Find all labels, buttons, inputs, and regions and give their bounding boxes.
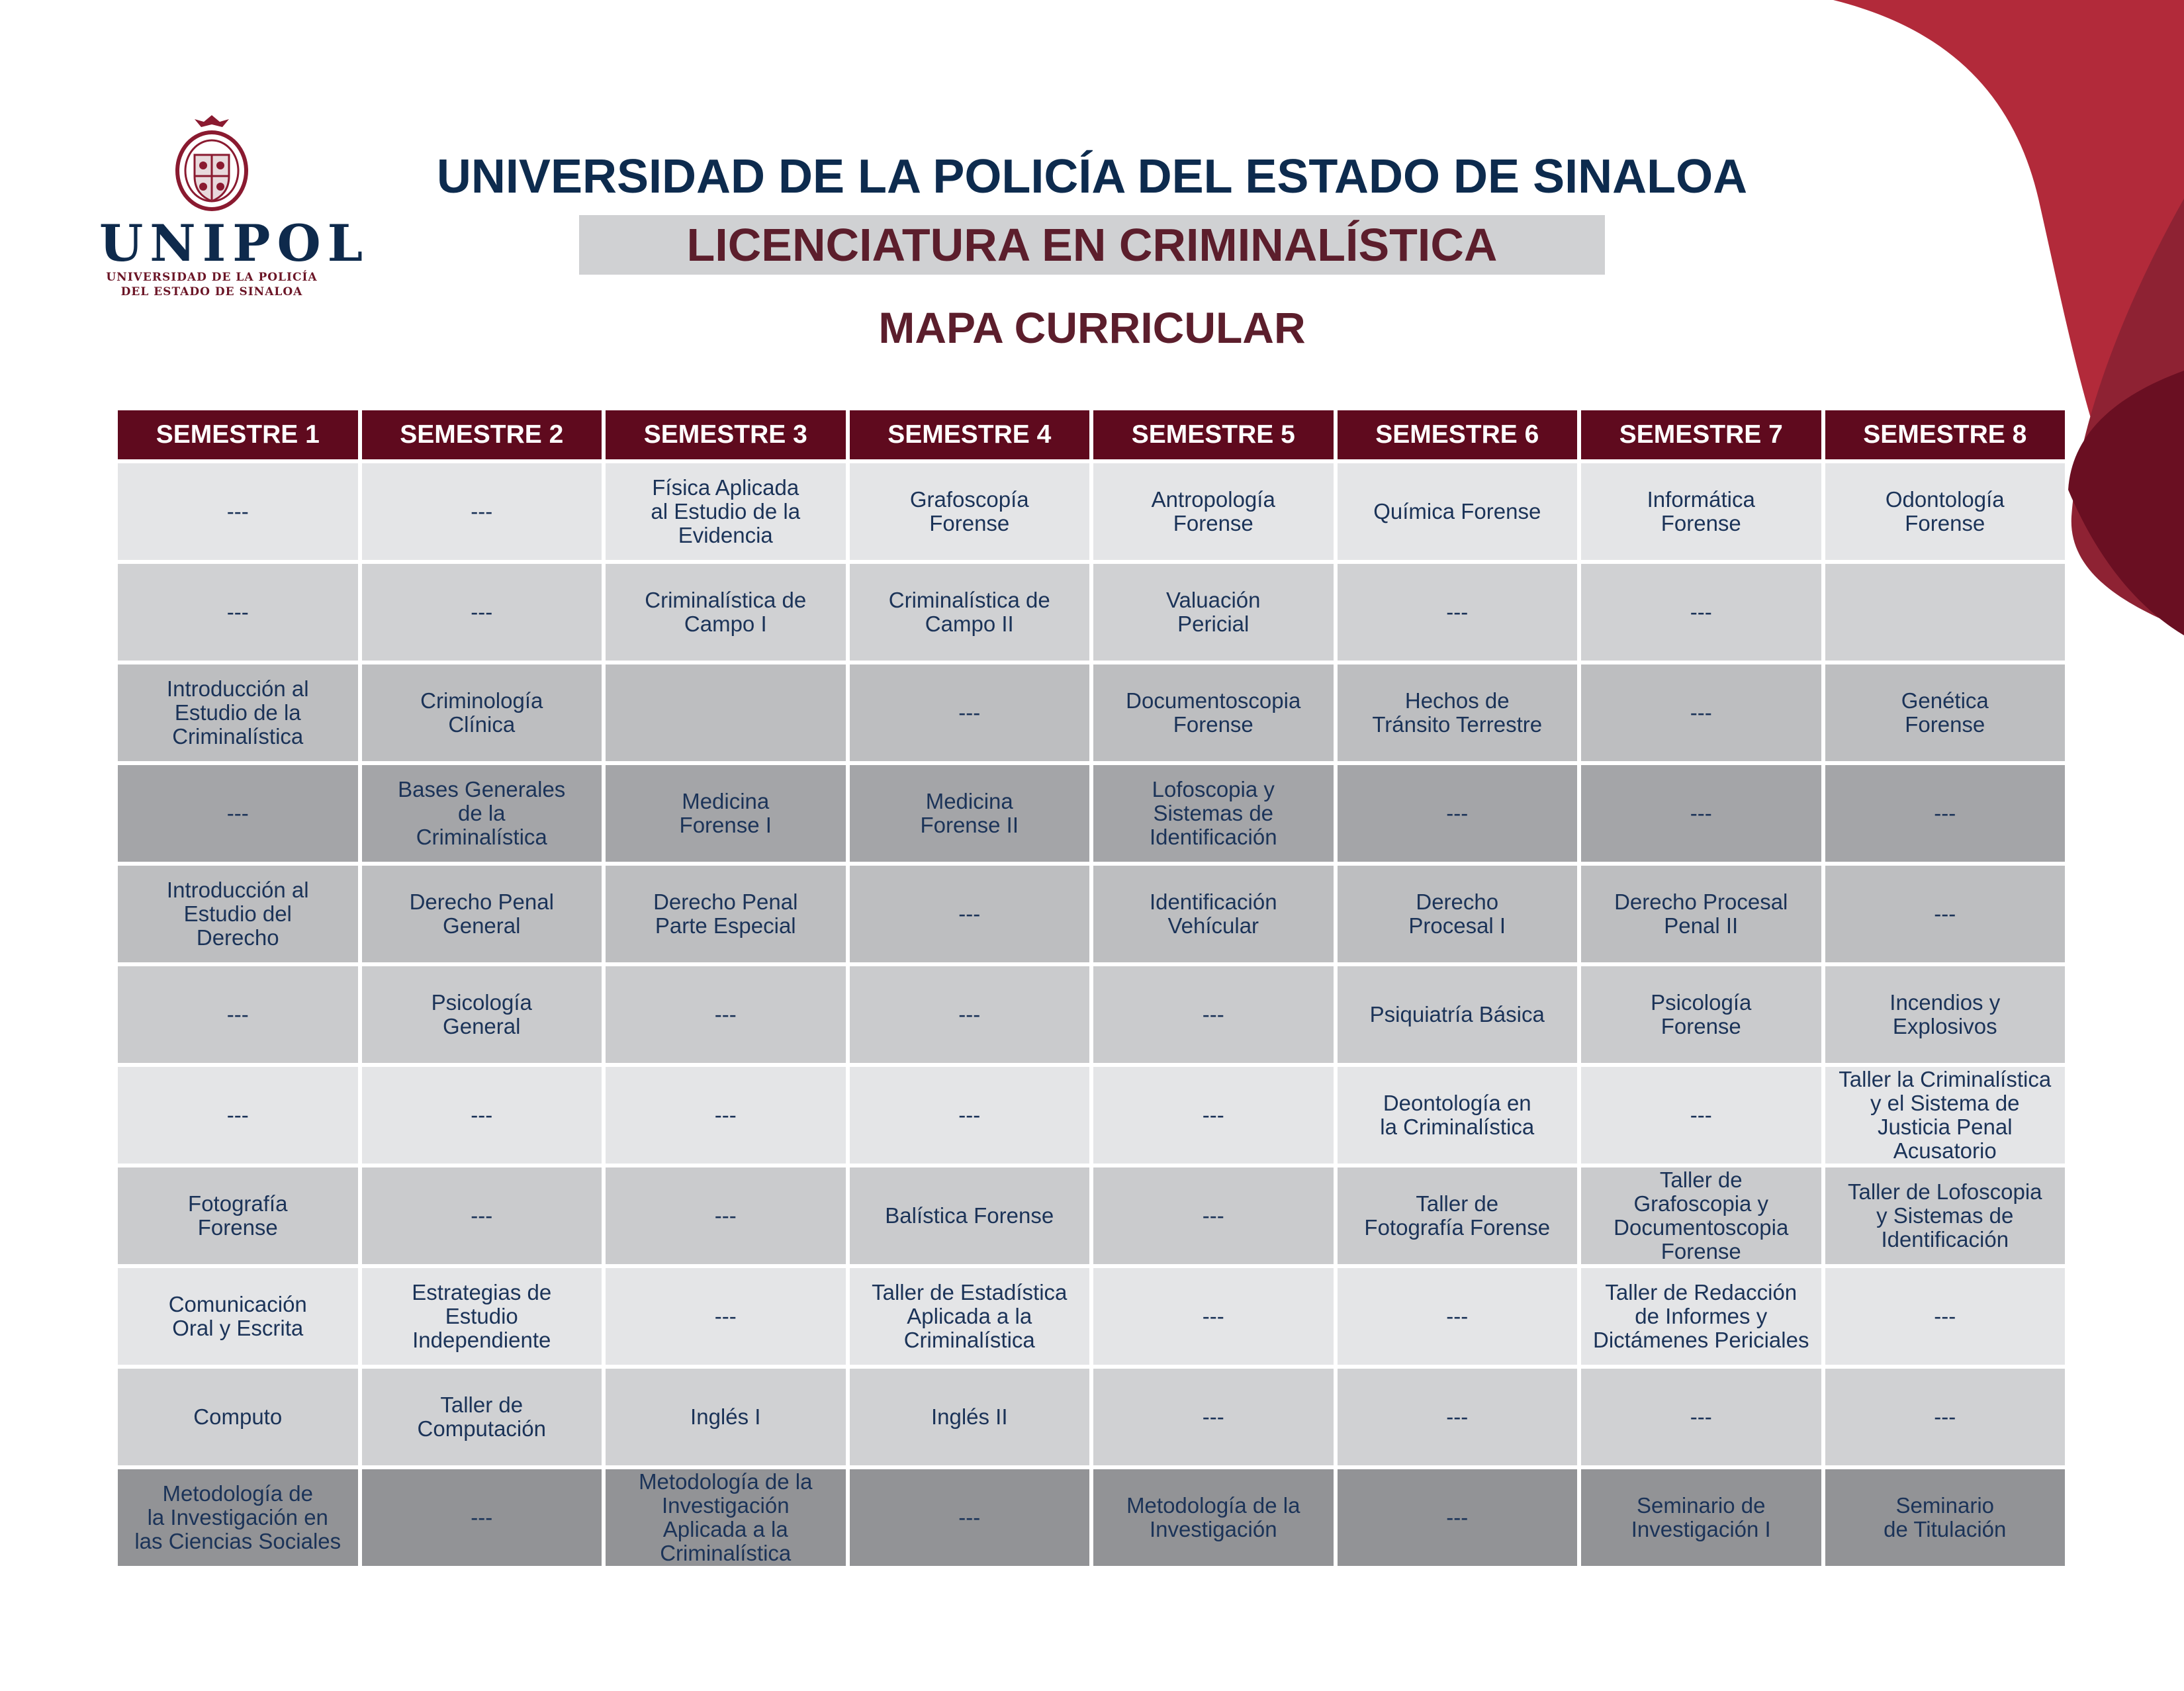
course-name-line: Taller de Lofoscopia [1847, 1179, 2042, 1204]
course-cell [1093, 560, 1334, 661]
course-name-line: --- [1446, 1404, 1469, 1429]
course-name-line: Sistemas de [1153, 801, 1274, 825]
course-cell [118, 1063, 358, 1164]
course-name-line: Seminario de [1637, 1493, 1766, 1518]
course-name-line: Estudio [445, 1304, 518, 1328]
course-name-line: General [443, 1014, 521, 1038]
course-name-line: Estrategias de [412, 1280, 552, 1304]
course-name-line: Aplicada a la [907, 1304, 1032, 1328]
course-name-line: Química Forense [1373, 499, 1541, 524]
course-cell [118, 862, 358, 962]
course-cell [1338, 761, 1578, 862]
course-name-line: Forense I [679, 813, 772, 837]
course-name-line: --- [226, 499, 249, 524]
course-name-line: Forense [1173, 712, 1253, 737]
course-cell [362, 1264, 602, 1365]
course-name-line: Criminalística de [888, 588, 1050, 612]
semester-header-2: SEMESTRE 2 [362, 410, 602, 459]
course-name-line: Criminalística [172, 724, 304, 749]
course-name-line: --- [1934, 801, 1956, 825]
course-name-line: y Sistemas de [1876, 1203, 2014, 1228]
course-cell [1825, 1365, 2066, 1465]
course-cell [362, 862, 602, 962]
course-cell [850, 862, 1090, 962]
course-name-line: Investigación [1149, 1517, 1277, 1541]
course-name-line: Vehícular [1167, 913, 1259, 938]
course-cell [606, 1465, 846, 1566]
course-cell [1825, 459, 2066, 560]
course-cell [1338, 661, 1578, 761]
course-cell [118, 1264, 358, 1365]
course-name-line: --- [226, 600, 249, 624]
course-name-line: Odontología [1885, 487, 2005, 512]
course-name-line: --- [1202, 1203, 1224, 1228]
course-name-line: al Estudio de la [651, 499, 801, 524]
course-name-line: Metodología de la [1126, 1493, 1300, 1518]
course-cell [1581, 459, 1821, 560]
course-name-line: Valuación [1166, 588, 1261, 612]
course-name-line: Antropología [1151, 487, 1275, 512]
course-name-line: --- [714, 1103, 737, 1127]
course-cell [1825, 1264, 2066, 1365]
course-cell [606, 761, 846, 862]
table-row [118, 661, 2065, 761]
course-cell [1093, 862, 1334, 962]
course-name-line: Penal II [1664, 913, 1739, 938]
course-name-line: Medicina [925, 789, 1013, 813]
semester-header-8: SEMESTRE 8 [1825, 410, 2066, 459]
course-cell [606, 560, 846, 661]
course-cell [1825, 1164, 2066, 1264]
semester-header-4: SEMESTRE 4 [850, 410, 1090, 459]
document-title: MAPA CURRICULAR [878, 303, 1306, 352]
course-name-line: Independiente [412, 1328, 551, 1352]
course-name-line: --- [1690, 801, 1712, 825]
course-cell [1581, 962, 1821, 1063]
course-name-line: la Criminalística [1380, 1115, 1535, 1139]
course-name-line: --- [1690, 1404, 1712, 1429]
course-cell [1581, 1365, 1821, 1465]
course-name-line: Introducción al [166, 676, 309, 701]
course-cell [1825, 761, 2066, 862]
course-cell [118, 661, 358, 761]
course-cell [1581, 560, 1821, 661]
table-row [118, 1365, 2065, 1465]
course-cell [1338, 962, 1578, 1063]
course-name-line: --- [958, 901, 981, 926]
table-row [118, 560, 2065, 661]
table-row [118, 1063, 2065, 1164]
course-name-line: Grafoscopía [909, 487, 1029, 512]
course-name-line: --- [958, 1002, 981, 1027]
course-name-line: de la [457, 801, 506, 825]
course-name-line: --- [1690, 600, 1712, 624]
course-name-line: Computación [417, 1416, 546, 1441]
course-cell [1093, 761, 1334, 862]
course-name-line: Derecho [1416, 890, 1499, 914]
course-name-line: --- [1934, 1304, 1956, 1328]
course-cell [1093, 1365, 1334, 1465]
course-cell [606, 862, 846, 962]
course-cell [1581, 661, 1821, 761]
course-name-line: --- [714, 1002, 737, 1027]
course-name-line: Acusatorio [1893, 1138, 1997, 1163]
table-row [118, 1264, 2065, 1365]
course-name-line: Forense [929, 511, 1010, 535]
course-cell [1338, 1164, 1578, 1264]
course-name-line: --- [1934, 1404, 1956, 1429]
course-name-line: Fotografía Forense [1364, 1215, 1551, 1240]
course-name-line: Forense [1661, 511, 1741, 535]
course-cell [1338, 1465, 1578, 1566]
course-cell [362, 1365, 602, 1465]
course-cell [118, 459, 358, 560]
course-name-line: de Titulación [1884, 1517, 2007, 1541]
course-name-line: --- [958, 700, 981, 725]
course-cell [362, 1164, 602, 1264]
course-name-line: Taller de [1416, 1191, 1499, 1216]
semester-header-3: SEMESTRE 3 [606, 410, 846, 459]
course-cell [1093, 1164, 1334, 1264]
course-cell [1093, 1465, 1334, 1566]
course-name-line: Oral y Escrita [172, 1316, 304, 1340]
course-name-line: Forense [1905, 511, 1985, 535]
course-name-line: Fotografía [188, 1191, 288, 1216]
course-cell [118, 560, 358, 661]
course-name-line: Forense [1661, 1239, 1741, 1263]
course-name-line: Forense [1661, 1014, 1741, 1038]
course-name-line: Grafoscopia y [1633, 1191, 1769, 1216]
course-name-line: Identificación [1881, 1227, 2009, 1252]
course-cell [850, 560, 1090, 661]
course-name-line: Comunicación [168, 1292, 307, 1316]
course-name-line: Estudio de la [174, 700, 301, 725]
course-cell [850, 1365, 1090, 1465]
course-name-line: Explosivos [1892, 1014, 1997, 1038]
course-name-line: --- [471, 1505, 493, 1530]
course-name-line: Derecho Penal [653, 890, 798, 914]
course-name-line: y el Sistema de [1870, 1091, 2020, 1115]
course-cell [1093, 1063, 1334, 1164]
table-row [118, 1465, 2065, 1566]
course-cell [1581, 862, 1821, 962]
course-name-line: Investigación I [1631, 1517, 1771, 1541]
course-name-line: Parte Especial [655, 913, 796, 938]
course-cell [1093, 962, 1334, 1063]
course-name-line: Pericial [1177, 612, 1250, 636]
course-name-line: Investigación [661, 1493, 790, 1518]
course-name-line: --- [1690, 700, 1712, 725]
course-name-line: Psicología [1651, 990, 1752, 1015]
course-name-line: Taller de [440, 1393, 523, 1417]
logo-wordmark: UNIPOL [99, 214, 370, 273]
course-name-line: Campo I [684, 612, 767, 636]
course-name-line: Computo [193, 1404, 283, 1429]
course-name-line: Taller de [1659, 1167, 1743, 1192]
course-name-line: --- [1446, 1505, 1469, 1530]
program-title: LICENCIATURA EN CRIMINALÍSTICA [579, 215, 1605, 275]
course-cell [118, 761, 358, 862]
course-cell [118, 962, 358, 1063]
course-name-line: Física Aplicada [652, 475, 799, 500]
course-cell [362, 1063, 602, 1164]
course-cell [1093, 459, 1334, 560]
course-cell [362, 560, 602, 661]
course-name-line: --- [1446, 801, 1469, 825]
course-cell [606, 459, 846, 560]
course-name-line: --- [226, 1002, 249, 1027]
course-name-line: Criminalística [416, 825, 547, 849]
course-name-line: --- [958, 1505, 981, 1530]
semester-header-7: SEMESTRE 7 [1581, 410, 1821, 459]
course-name-line: de Informes y [1635, 1304, 1768, 1328]
course-cell [1338, 862, 1578, 962]
course-cell [1338, 1264, 1578, 1365]
course-name-line: --- [1202, 1304, 1224, 1328]
course-cell [1825, 1063, 2066, 1164]
semester-header-5: SEMESTRE 5 [1093, 410, 1334, 459]
table-row [118, 1164, 2065, 1264]
course-name-line: Identificación [1149, 890, 1277, 914]
course-cell [850, 1164, 1090, 1264]
university-title: UNIVERSIDAD DE LA POLICÍA DEL ESTADO DE SINALOA [436, 150, 1748, 203]
course-name-line: --- [1202, 1103, 1224, 1127]
semester-header-row [118, 410, 2065, 459]
course-name-line: Bases Generales [398, 777, 566, 801]
table-row [118, 962, 2065, 1063]
course-name-line: Taller la Criminalística [1839, 1067, 2052, 1091]
course-cell [1825, 1465, 2066, 1566]
course-name-line: Taller de Redacción [1605, 1280, 1797, 1304]
course-name-line: Incendios y [1889, 990, 2001, 1015]
course-name-line: Criminalística [660, 1541, 792, 1565]
course-name-line: Evidencia [678, 523, 773, 547]
course-name-line: Inglés II [931, 1404, 1008, 1429]
course-cell [850, 459, 1090, 560]
course-name-line: Psicología [431, 990, 532, 1015]
course-name-line: Tránsito Terrestre [1372, 712, 1543, 737]
course-name-line: Derecho Penal [409, 890, 554, 914]
course-name-line: Genética [1901, 688, 1989, 713]
semester-header-1: SEMESTRE 1 [118, 410, 358, 459]
course-name-line: --- [471, 1103, 493, 1127]
course-name-line: --- [714, 1304, 737, 1328]
course-cell [362, 962, 602, 1063]
course-name-line: Inglés I [690, 1404, 761, 1429]
course-name-line: Introducción al [166, 878, 309, 902]
course-cell [606, 1164, 846, 1264]
course-name-line: --- [471, 499, 493, 524]
course-name-line: Psiquiatría Básica [1369, 1002, 1545, 1027]
course-name-line: Medicina [682, 789, 770, 813]
course-name-line: Criminología [420, 688, 543, 713]
course-name-line: Estudio del [183, 901, 292, 926]
course-cell [1825, 560, 2066, 661]
course-name-line: --- [471, 1203, 493, 1228]
course-name-line: Informática [1647, 487, 1755, 512]
course-name-line: --- [1446, 1304, 1469, 1328]
course-cell [1338, 1063, 1578, 1164]
course-name-line: las Ciencias Sociales [134, 1529, 341, 1553]
course-cell [850, 1465, 1090, 1566]
course-name-line: Derecho Procesal [1614, 890, 1788, 914]
course-cell [118, 1465, 358, 1566]
course-name-line: Forense [1173, 511, 1253, 535]
course-name-line: Criminalística de [645, 588, 807, 612]
course-name-line: Campo II [925, 612, 1014, 636]
table-row [118, 459, 2065, 560]
course-name-line: Metodología de [162, 1481, 313, 1506]
course-name-line: Documentoscopia [1614, 1215, 1789, 1240]
course-name-line: Clínica [448, 712, 516, 737]
course-name-line: Metodología de la [639, 1469, 813, 1494]
course-name-line: Procesal I [1408, 913, 1506, 938]
course-cell [1338, 459, 1578, 560]
semester-header-6: SEMESTRE 6 [1338, 410, 1578, 459]
course-name-line: Derecho [196, 925, 279, 950]
course-name-line: Aplicada a la [662, 1517, 788, 1541]
course-cell [1581, 1264, 1821, 1365]
course-name-line: --- [1690, 1103, 1712, 1127]
curriculum-table [114, 410, 2069, 1566]
course-name-line: Lofoscopia y [1152, 777, 1275, 801]
course-name-line: Balística Forense [885, 1203, 1054, 1228]
course-cell [1093, 1264, 1334, 1365]
course-name-line: Seminario [1895, 1493, 1995, 1518]
course-cell [606, 1365, 846, 1465]
course-cell [1581, 1465, 1821, 1566]
course-name-line: --- [226, 1103, 249, 1127]
course-cell [1825, 862, 2066, 962]
course-cell [362, 761, 602, 862]
course-name-line: Forense [1905, 712, 1985, 737]
unipol-logo [99, 113, 370, 299]
course-cell [850, 962, 1090, 1063]
course-cell [118, 1164, 358, 1264]
course-name-line: --- [1446, 600, 1469, 624]
course-cell [1581, 1063, 1821, 1164]
table-row [118, 862, 2065, 962]
course-name-line: --- [1202, 1404, 1224, 1429]
course-cell [362, 661, 602, 761]
course-name-line: la Investigación en [147, 1505, 328, 1530]
course-cell [850, 1264, 1090, 1365]
course-name-line: Forense [197, 1215, 278, 1240]
course-name-line: Dictámenes Periciales [1593, 1328, 1809, 1352]
table-row [118, 761, 2065, 862]
course-cell [118, 1365, 358, 1465]
course-cell [1093, 661, 1334, 761]
course-cell [606, 1264, 846, 1365]
course-name-line: --- [714, 1203, 737, 1228]
course-name-line: --- [1934, 901, 1956, 926]
course-cell [850, 661, 1090, 761]
course-cell [606, 661, 846, 761]
course-name-line: --- [1202, 1002, 1224, 1027]
course-cell [1338, 560, 1578, 661]
course-name-line: Criminalística [903, 1328, 1035, 1352]
course-cell [606, 962, 846, 1063]
course-cell [1338, 1365, 1578, 1465]
course-cell [1825, 962, 2066, 1063]
course-name-line: Hechos de [1404, 688, 1510, 713]
course-cell [850, 761, 1090, 862]
course-cell [606, 1063, 846, 1164]
course-name-line: Deontología en [1383, 1091, 1531, 1115]
course-cell [362, 459, 602, 560]
course-name-line: --- [958, 1103, 981, 1127]
course-cell [1825, 661, 2066, 761]
course-cell [1581, 761, 1821, 862]
course-name-line: --- [471, 600, 493, 624]
course-cell [362, 1465, 602, 1566]
course-name-line: General [443, 913, 521, 938]
logo-subtitle-line1: UNIVERSIDAD DE LA POLICÍA [106, 271, 318, 284]
logo-subtitle-line2: DEL ESTADO DE SINALOA [120, 285, 303, 298]
coat-of-arms-icon [165, 113, 258, 212]
course-cell [1581, 1164, 1821, 1264]
course-name-line: Taller de Estadística [872, 1280, 1068, 1304]
course-name-line: Forense II [920, 813, 1019, 837]
course-name-line: Identificación [1149, 825, 1277, 849]
course-name-line: Documentoscopia [1126, 688, 1301, 713]
course-name-line: Justicia Penal [1877, 1115, 2013, 1139]
course-cell [850, 1063, 1090, 1164]
course-name-line: --- [226, 801, 249, 825]
